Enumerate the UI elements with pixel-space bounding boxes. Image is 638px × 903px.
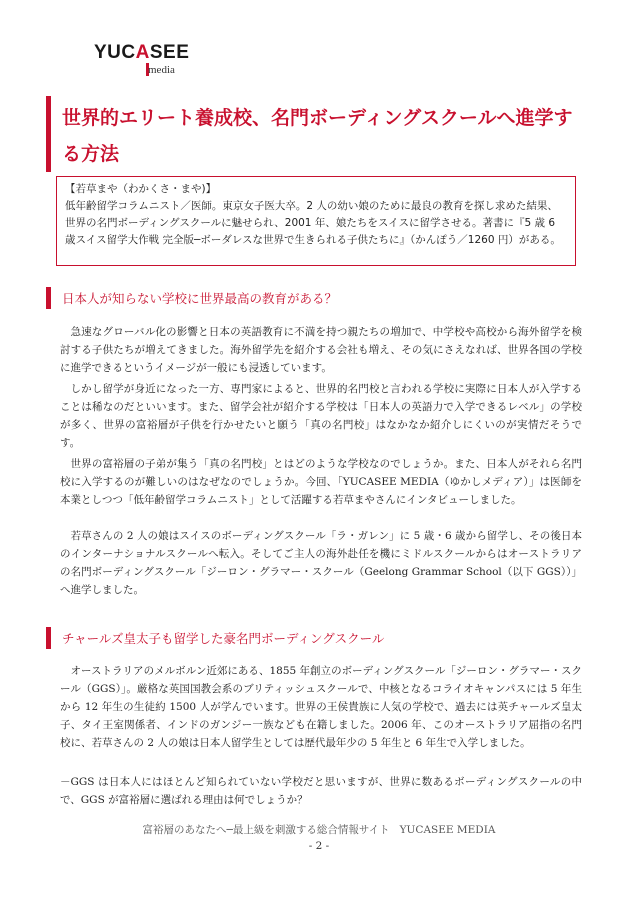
author-profile-box [56,176,576,266]
section-heading-2 [46,627,591,649]
footer-brand: YUCASEE MEDIA [399,824,496,836]
logo-subtext: media [148,64,175,76]
footer-tagline: 富裕層のあなたへ─最上級を刺激する総合情報サイト [142,824,390,836]
section-accent-bar [46,627,51,649]
page-number: - 2 - [308,840,330,852]
section-title: 日本人が知らない学校に世界最高の教育がある？ [62,291,338,306]
paragraph: 若草さんの 2 人の娘はスイスのボーディングスクール「ラ・ガレン」に 5 歳・6 歳から留学し、その後日本のインターナショナルスクールへ転入。そしてご主人の海外赴任を機にミドルスクールからはオーストラリアの名門ボーディングスクール「ジーロン・グラマー・スクール（Geelong Grammar School（以下 GGS））」へ進学しました。 [60,530,582,596]
section-title: チャールズ皇太子も留学した豪名門ボーディングスクール [62,631,385,646]
footer [0,822,638,837]
section-accent-bar [46,287,51,309]
paragraph: 世界の富裕層の子弟が集う「真の名門校」とはどのような学校なのでしょうか。また、日本人がそれら名門校に入学するのが難しいのはなぜなのでしょうか。今回、「YUCASEE MEDIA（ゆかしメディア）」は医師を本業としつつ「低年齢留学コラムニスト」として活躍する若草まやさんにインタビューしました。 [60,458,582,506]
paragraph-question: －GGS は日本人にはほとんど知られていない学校だと思いますが、世界に数あるボーディングスクールの中で、GGS が富裕層に選ばれる理由は何でしょうか？ [60,776,582,806]
page-title: 世界的エリート養成校、名門ボーディングスクールへ進学する方法 [62,107,573,165]
section-heading-1 [46,287,591,309]
paragraph: オーストラリアのメルボルン近郊にある、1855 年創立のボーディングスクール「ジーロン・グラマー・スクール（GGS）」。厳格な英国国教会系のブリティッシュスクールで、中核となるコライオキャンパスには 5 年生から 12 年生の生徒約 1500 人が学んでいます。世界の王侯貴族に人気の学校で、過去には英チャールズ皇太子、タイ王室関係者、インドのガンジー一族なども在籍しました。2006 年、このオーストラリア屈指の名門校に、若草さんの 2 人の娘は日本人留学生としては歴代最年少の 5 年生と 6 年生で入学しました。 [60,665,582,749]
title-accent-bar [46,96,51,172]
yucasee-logo [94,42,204,82]
page-title-block [46,96,591,172]
paragraph: しかし留学が身近になった一方、専門家によると、世界的名門校と言われる学校に実際に日本人が入学することは稀なのだといいます。また、留学会社が紹介する学校は「日本人の英語力で入学できるレベル」の学校が多く、世界の富裕層が子供を行かせたいと願う「真の名門校」はなかなか紹介しにくいのが実情だそうです。 [60,383,582,449]
profile-name: 【若草まや（わかくさ・まや)】 [65,183,217,195]
paragraph: 急速なグローバル化の影響と日本の英語教育に不満を持つ親たちの増加で、中学校や高校から海外留学を検討する子供たちが増えてきました。海外留学先を紹介する会社も増え、その気にさえなれば、世界各国の学校に進学できるというイメージが一般にも浸透しています。 [60,326,582,374]
logo-wordmark: YUCASEE [94,42,190,63]
profile-description: 低年齢留学コラムニスト／医師。東京女子医大卒。2 人の幼い娘のために最良の教育を探し求めた結果、世界の名門ボーディングスクールに魅せられ、2001 年、娘たちをスイスに留学させる。著書に『5 歳 6 歳スイス留学大作戦 完全版─ボーダレスな世界で生きられる子供たちに』（かんぽう／1260 円）がある。 [65,200,561,246]
